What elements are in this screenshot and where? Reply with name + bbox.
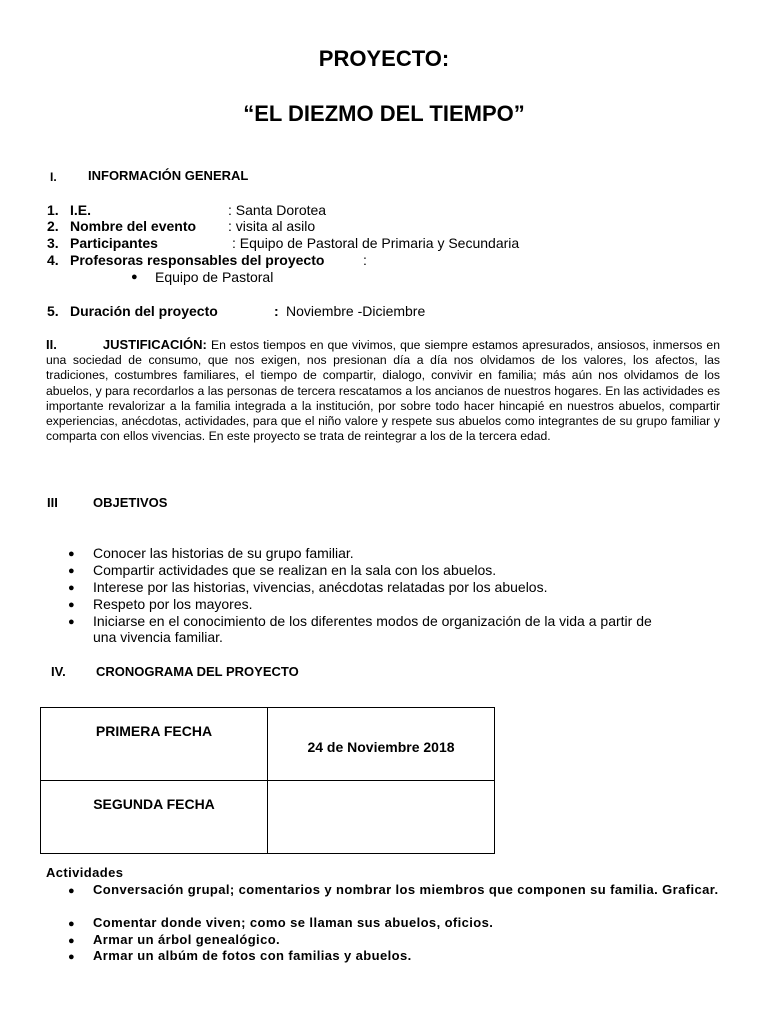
item5-label: Duración del proyecto: [70, 303, 218, 319]
item1-label: I.E.: [70, 202, 92, 218]
bullet-icon: ●: [68, 935, 75, 947]
item2-label: Nombre del evento: [70, 218, 197, 234]
item5-value: Noviembre -Diciembre: [286, 303, 426, 319]
item2-value: : visita al asilo: [228, 218, 316, 234]
section1-heading: INFORMACIÓN GENERAL: [88, 168, 249, 183]
bullet-icon: ●: [131, 271, 138, 283]
objective-item: Iniciarse en el conocimiento de los diferentes modos de organización de la vida a partir de: [93, 613, 652, 629]
justification-text: En estos tiempos en que vivimos, que siempre estamos apresurados, ansiosos, inmersos en una sociedad de consumo, que nos exigen, nos presionan día a día nos olvidamos de los valores, los afectos, las tradiciones, costumbres familiares, el tiempo de compartir, dialogo, convivir en familia; más aún nos olvidamos de los abuelos, y para recordarlos a las personas de tercera rescatamos a los ancianos de nuestros hogares. En las actividades es importante revalorizar a la familia integrada a la institución, por sobre todo hacer hincapié en nuestros abuelos, compartir experiencias, anécdotas, actividades, para que el niño valore y respete sus abuelos como integrantes de su grupo familiar y comparta con ellos vivencias. En este proyecto se trata de reintegrar a los de la tercera edad.: [46, 338, 720, 444]
table-row: [41, 781, 495, 854]
objective-item: Compartir actividades que se realizan en la sala con los abuelos.: [93, 562, 497, 578]
first-date-value: 24 de Noviembre 2018: [307, 739, 455, 755]
item5-num: 5.: [47, 303, 59, 319]
item4-label: Profesoras responsables del proyecto: [70, 252, 325, 268]
table-cell: [41, 781, 268, 854]
item3-num: 3.: [47, 235, 59, 251]
item3-label: Participantes: [70, 235, 158, 251]
document-title: PROYECTO:: [318, 46, 450, 71]
section4-heading: CRONOGRAMA DEL PROYECTO: [96, 664, 299, 679]
table-cell: [41, 708, 268, 781]
second-date-label: SEGUNDA FECHA: [93, 796, 215, 812]
item5-sep: :: [274, 303, 279, 319]
objective-item-continuation: una vivencia familiar.: [93, 629, 223, 645]
bullet-icon: ●: [68, 548, 75, 560]
first-date-label: PRIMERA FECHA: [95, 723, 213, 739]
section2-heading: JUSTIFICACIÓN:: [102, 337, 207, 352]
document-subtitle: “EL DIEZMO DEL TIEMPO”: [243, 101, 525, 126]
item3-value: : Equipo de Pastoral de Primaria y Secundaria: [232, 235, 520, 251]
bullet-icon: ●: [68, 951, 75, 963]
table-cell: [268, 708, 495, 781]
section2-numeral: II.: [46, 337, 57, 352]
table-row: [41, 708, 495, 781]
activity-item: Armar un albúm de fotos con familias y abuelos.: [93, 948, 412, 963]
section3-numeral: III: [47, 495, 58, 510]
table-cell: [268, 781, 495, 854]
item1-value: : Santa Dorotea: [228, 202, 327, 218]
objective-item: Interese por las historias, vivencias, anécdotas relatadas por los abuelos.: [93, 579, 548, 595]
activity-item: Comentar donde viven; como se llaman sus abuelos, oficios.: [93, 915, 494, 930]
bullet-icon: ●: [68, 918, 75, 930]
bullet-icon: ●: [68, 565, 75, 577]
bullet-icon: ●: [68, 582, 75, 594]
section1-numeral: I.: [50, 170, 57, 184]
sub-bullet-text: Equipo de Pastoral: [155, 269, 274, 285]
justification-paragraph: [46, 337, 720, 444]
schedule-table: [40, 707, 495, 854]
objective-item: Respeto por los mayores.: [93, 596, 253, 612]
section3-heading: OBJETIVOS: [93, 495, 168, 510]
activities-heading: Actividades: [46, 865, 124, 880]
objective-item: Conocer las historias de su grupo familiar.: [93, 545, 354, 561]
activity-item: Conversación grupal; comentarios y nombrar los miembros que componen su familia. Graficar.: [93, 882, 719, 897]
item1-num: 1.: [47, 202, 59, 218]
item4-value: :: [363, 252, 367, 268]
bullet-icon: ●: [68, 616, 75, 628]
section4-numeral: IV.: [51, 664, 66, 679]
activity-item: Armar un árbol genealógico.: [93, 932, 281, 947]
bullet-icon: ●: [68, 599, 75, 611]
bullet-icon: ●: [68, 885, 75, 897]
item4-num: 4.: [47, 252, 59, 268]
item2-num: 2.: [47, 218, 59, 234]
